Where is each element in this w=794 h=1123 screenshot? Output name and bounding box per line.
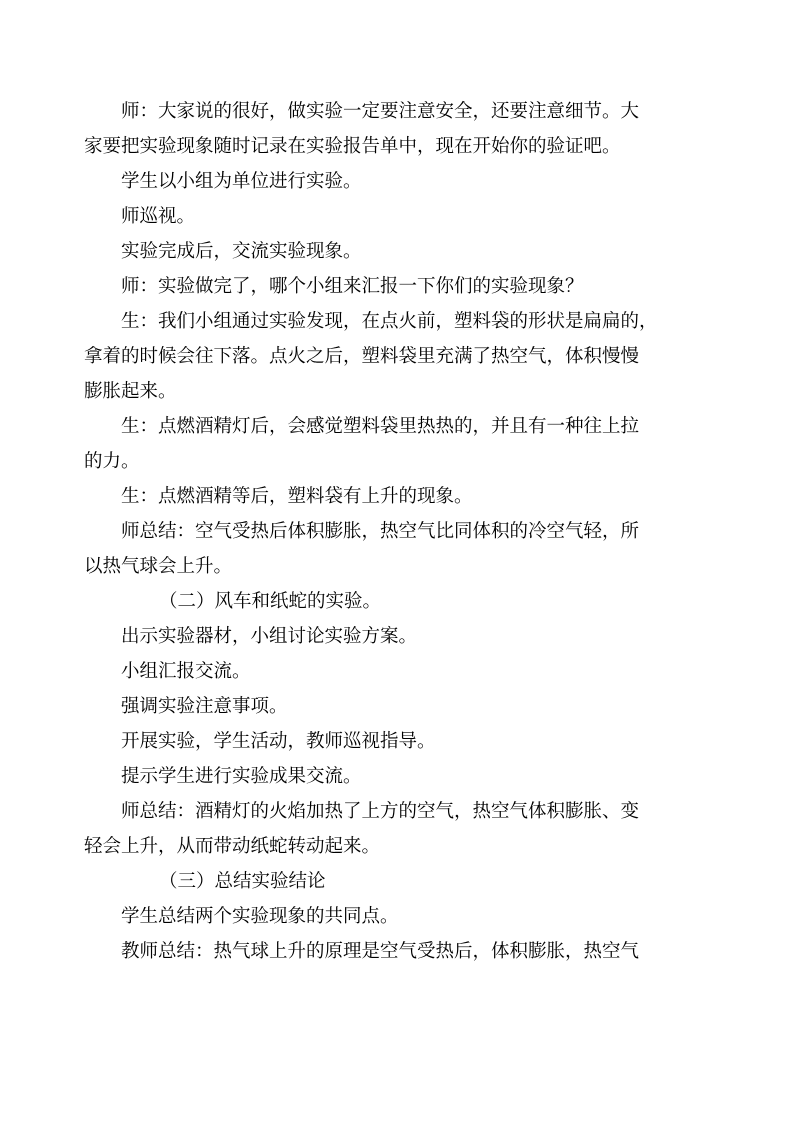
document-page [84,94,679,969]
paragraph [84,94,679,164]
text-line: 膨胀起来。 [84,381,177,402]
text-line: 强调实验注意事项。 [121,696,288,717]
text-line: 拿着的时候会往下落。点火之后，塑料袋里充满了热空气，体积慢慢 [84,346,640,367]
text-line: 实验完成后，交流实验现象。 [121,241,362,262]
paragraph [121,899,679,934]
text-line: 出示实验器材，小组讨论实验方案。 [121,626,418,647]
text-line: 师总结：酒精灯的火焰加热了上方的空气，热空气体积膨胀、变 [121,801,640,822]
paragraph [121,269,679,304]
text-line: 学生总结两个实验现象的共同点。 [121,906,399,927]
paragraph [121,689,679,724]
paragraph [121,619,679,654]
text-line: 的力。 [84,451,140,472]
text-line: 开展实验，学生活动，教师巡视指导。 [121,731,436,752]
paragraph [84,514,679,584]
text-line: 轻会上升，从而带动纸蛇转动起来。 [84,836,381,857]
text-line: 学生以小组为单位进行实验。 [121,171,362,192]
text-line: 师总结：空气受热后体积膨胀，热空气比同体积的冷空气轻，所 [121,521,640,542]
paragraph [121,234,679,269]
text-line: 家要把实验现象随时记录在实验报告单中，现在开始你的验证吧。 [84,136,621,157]
text-line: 生：我们小组通过实验发现，在点火前，塑料袋的形状是扁扁的， [121,311,658,332]
text-line: 师巡视。 [121,206,196,227]
text-line: 提示学生进行实验成果交流。 [121,766,362,787]
text-line: 以热气球会上升。 [84,556,233,577]
paragraph [121,199,679,234]
paragraph-group-2 [84,619,679,864]
text-line: 小组汇报交流。 [121,661,251,682]
paragraph [84,794,679,864]
paragraph [84,304,679,409]
paragraph [121,164,679,199]
section-heading-2: （二）风车和纸蛇的实验。 [159,591,382,612]
paragraph-group-3 [121,899,679,969]
text-line: 生：点燃酒精等后，塑料袋有上升的现象。 [121,486,473,507]
paragraph-group-1 [84,94,679,584]
paragraph [121,654,679,689]
text-line: 师：实验做完了，哪个小组来汇报一下你们的实验现象？ [121,276,584,297]
paragraph [121,934,679,969]
paragraph [121,759,679,794]
text-line: 教师总结：热气球上升的原理是空气受热后，体积膨胀，热空气 [121,941,640,962]
text-line: 师：大家说的很好，做实验一定要注意安全，还要注意细节。大 [121,101,640,122]
paragraph [121,479,679,514]
paragraph [121,724,679,759]
paragraph [84,409,679,479]
text-line: 生：点燃酒精灯后，会感觉塑料袋里热热的，并且有一种往上拉 [121,416,640,437]
section-heading-3: （三）总结实验结论 [159,871,326,892]
